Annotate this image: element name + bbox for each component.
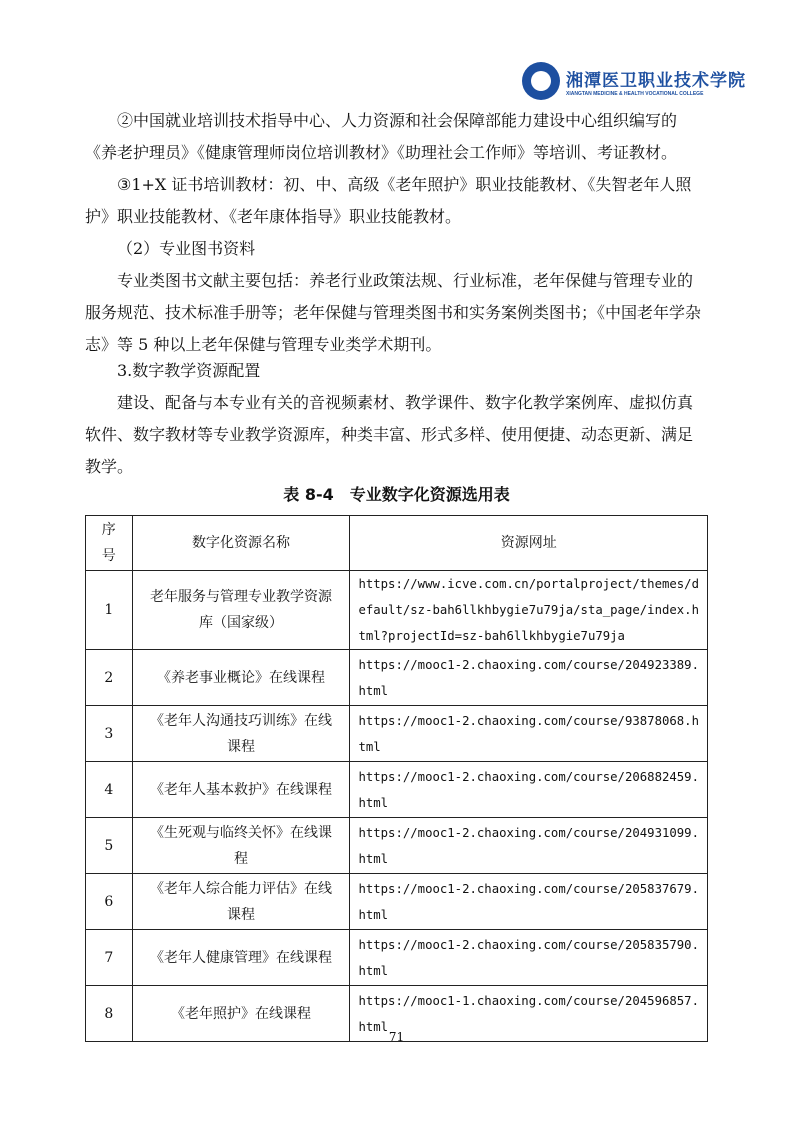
row-number: 1 xyxy=(86,571,133,650)
resource-name: 《老年人基本救护》在线课程 xyxy=(132,762,350,818)
resource-url[interactable] xyxy=(350,762,708,818)
paragraph: ③1+X 证书培训教材：初、中、高级《老年照护》职业技能教材、《失智老年人照护》职业技能教材、《老年康体指导》职业技能教材。 xyxy=(85,175,692,226)
resource-url[interactable] xyxy=(350,650,708,706)
table-row xyxy=(86,571,708,650)
row-number: 4 xyxy=(86,762,133,818)
url-line: efault/sz-bah6llkhbygie7u79ja/sta_page/index.h xyxy=(358,603,699,617)
paragraph: 建设、配备与本专业有关的音视频素材、教学课件、数字化教学案例库、虚拟仿真软件、数字教材等专业教学资源库，种类丰富、形式多样、使用便捷、动态更新、满足教学。 xyxy=(85,393,694,476)
url-line: html xyxy=(358,907,389,922)
row-number: 5 xyxy=(86,818,133,874)
url-line: https://mooc1-2.chaoxing.com/course/204931099. xyxy=(358,825,699,840)
resource-name: 《老年照护》在线课程 xyxy=(132,986,350,1042)
resource-table xyxy=(85,515,708,1042)
url-line: html xyxy=(358,683,389,698)
resource-name: 《老年人健康管理》在线课程 xyxy=(132,930,350,986)
resource-name: 《老年人沟通技巧训练》在线课程 xyxy=(132,706,350,762)
header-name: 数字化资源名称 xyxy=(132,516,350,571)
resource-url[interactable] xyxy=(350,874,708,930)
table-row xyxy=(86,818,708,874)
row-number: 3 xyxy=(86,706,133,762)
table-row xyxy=(86,930,708,986)
url-line: tml xyxy=(358,739,381,754)
resource-name: 《老年人综合能力评估》在线课程 xyxy=(132,874,350,930)
url-line: https://mooc1-2.chaoxing.com/course/205837679. xyxy=(358,881,699,896)
logo-english-name: XIANGTAN MEDICINE & HEALTH VOCATIONAL COLLEGE xyxy=(566,90,704,97)
header-no: 序号 xyxy=(86,516,133,571)
subheading: （2）专业图书资料 xyxy=(117,239,256,258)
url-line: html xyxy=(358,851,389,866)
row-number: 2 xyxy=(86,650,133,706)
table-caption: 表 8-4 专业数字化资源选用表 xyxy=(283,485,510,504)
header-url: 资源网址 xyxy=(350,516,708,571)
resource-url[interactable] xyxy=(350,930,708,986)
resource-name: 《养老事业概论》在线课程 xyxy=(132,650,350,706)
row-number: 7 xyxy=(86,930,133,986)
resource-url[interactable] xyxy=(350,706,708,762)
paragraph: ②中国就业培训技术指导中心、人力资源和社会保障部能力建设中心组织编写的《养老护理员》《健康管理师岗位培训教材》《助理社会工作师》等培训、考证教材。 xyxy=(85,111,678,162)
college-logo xyxy=(522,62,746,100)
paragraph: 专业类图书文献主要包括：养老行业政策法规、行业标准，老年保健与管理专业的服务规范、技术标准手册等；老年保健与管理类图书和实务案例类图书；《中国老年学杂志》等 5 种以上老年保健与管理专业类学术期刊。 xyxy=(85,271,702,354)
url-line: https://mooc1-1.chaoxing.com/course/204596857. xyxy=(358,993,699,1008)
url-line: html xyxy=(358,963,389,978)
page-number: 71 xyxy=(388,1030,405,1044)
resource-name: 《生死观与临终关怀》在线课程 xyxy=(132,818,350,874)
url-line: https://mooc1-2.chaoxing.com/course/93878068.h xyxy=(358,713,699,728)
resource-url[interactable] xyxy=(350,571,708,650)
url-line: html xyxy=(358,1019,389,1034)
table-row xyxy=(86,762,708,818)
section-heading: 3.数字教学资源配置 xyxy=(117,361,261,380)
url-line: html xyxy=(358,795,389,810)
url-line: https://mooc1-2.chaoxing.com/course/204923389. xyxy=(358,657,699,672)
url-line: https://mooc1-2.chaoxing.com/course/206882459. xyxy=(358,769,699,784)
row-number: 6 xyxy=(86,874,133,930)
table-header-row xyxy=(86,516,708,571)
url-line: https://www.icve.com.cn/portalproject/themes/d xyxy=(358,577,699,591)
url-line: https://mooc1-2.chaoxing.com/course/205835790. xyxy=(358,937,699,952)
table-row xyxy=(86,874,708,930)
row-number: 8 xyxy=(86,986,133,1042)
resource-name: 老年服务与管理专业教学资源库（国家级） xyxy=(132,571,350,650)
table-row xyxy=(86,650,708,706)
url-line: tml?projectId=sz-bah6llkhbygie7u79ja xyxy=(358,629,625,643)
resource-url[interactable] xyxy=(350,818,708,874)
logo-chinese-name: 湘潭医卫职业技术学院 xyxy=(566,70,746,91)
college-seal-icon xyxy=(522,62,560,100)
table-row xyxy=(86,706,708,762)
